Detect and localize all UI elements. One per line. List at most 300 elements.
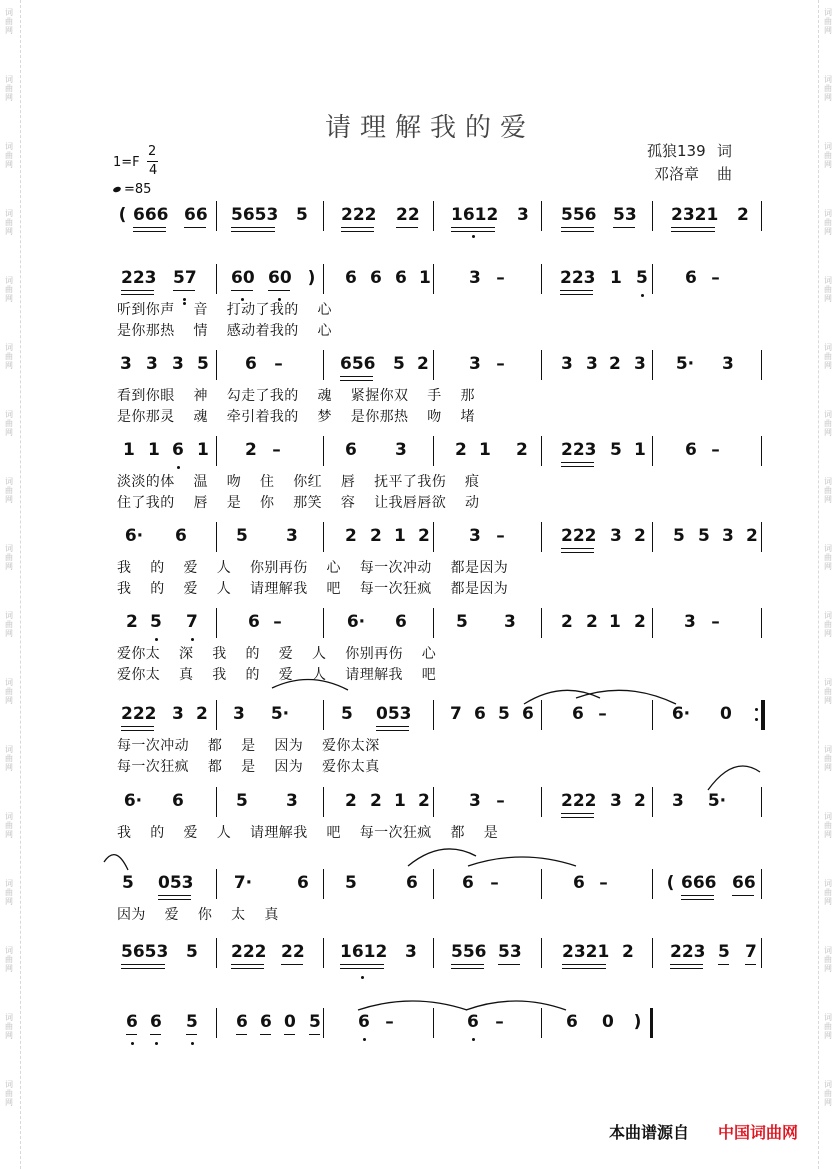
note-glyph: 6· — [124, 526, 144, 546]
note-glyph: 3 — [722, 526, 734, 546]
barline — [216, 700, 217, 730]
beam-underline — [158, 895, 191, 896]
side-watermark: 词 曲 网 — [5, 343, 13, 370]
barline — [652, 608, 653, 638]
note-glyph: 666 — [681, 873, 717, 893]
lyric-line: 是你那热 情 感动着我的 心 — [117, 323, 332, 339]
octave-dot-low — [183, 298, 186, 301]
beam-underline — [173, 290, 195, 291]
note-glyph: 3 — [469, 268, 481, 288]
note-glyph: 5 — [718, 942, 730, 962]
note-glyph: 6 — [474, 704, 486, 724]
note-glyph: 6 — [297, 873, 309, 893]
barline — [652, 264, 653, 294]
note-glyph: 6 — [685, 440, 697, 460]
note-glyph: 2 — [418, 526, 430, 546]
note-glyph: 5 — [673, 526, 685, 546]
side-watermark: 词 曲 网 — [5, 611, 13, 638]
repeat-dot — [755, 718, 758, 721]
note-glyph: 656 — [340, 354, 376, 374]
lyric-line: 看到你眼 神 勾走了我的 魂 紧握你双 手 那 — [117, 388, 475, 404]
note-glyph: – — [274, 354, 283, 374]
beam-underline — [231, 227, 275, 228]
note-glyph: 223 — [121, 268, 157, 288]
beam-underline — [186, 1034, 197, 1035]
side-watermark: 词 曲 网 — [5, 75, 13, 102]
barline — [433, 436, 434, 466]
note-glyph: 7 — [186, 612, 198, 632]
note-glyph: 22 — [396, 205, 420, 225]
note-glyph: 6 — [245, 354, 257, 374]
note-glyph: 2321 — [671, 205, 719, 225]
beam-underline — [309, 1034, 320, 1035]
side-watermark: 词 曲 网 — [824, 879, 832, 906]
note-glyph: 22 — [281, 942, 305, 962]
beam-underline — [236, 1034, 247, 1035]
side-watermark: 词 曲 网 — [5, 544, 13, 571]
note-glyph: 2 — [370, 791, 382, 811]
beam-underline — [376, 726, 409, 727]
side-watermark: 词 曲 网 — [5, 209, 13, 236]
note-glyph: 6 — [345, 268, 357, 288]
beam-underline — [745, 964, 756, 965]
note-glyph: 3 — [233, 704, 245, 724]
barline — [323, 938, 324, 968]
note-glyph: 1 — [148, 440, 160, 460]
note-glyph: 6 — [172, 791, 184, 811]
beam-underline — [561, 466, 594, 467]
barline — [652, 869, 653, 899]
side-watermark: 词 曲 网 — [5, 477, 13, 504]
side-watermark: 词 曲 网 — [5, 1080, 13, 1107]
note-glyph: 6 — [406, 873, 418, 893]
barline — [541, 1008, 542, 1038]
note-glyph: 6 — [573, 873, 585, 893]
lyric-line: 我 的 爱 人 请理解我 吧 每一次狂疯 都 是 — [117, 825, 499, 841]
barline — [323, 869, 324, 899]
beam-underline — [561, 462, 594, 463]
beam-underline — [376, 730, 409, 731]
octave-dot-low — [278, 298, 281, 301]
final-bar — [650, 1008, 653, 1038]
barline — [216, 264, 217, 294]
note-glyph: 3 — [286, 791, 298, 811]
side-watermark: 词 曲 网 — [824, 1080, 832, 1107]
note-glyph: 6 — [358, 1012, 370, 1032]
side-watermark: 词 曲 网 — [824, 343, 832, 370]
note-glyph: 2 — [417, 354, 429, 374]
side-watermark: 词 曲 网 — [824, 477, 832, 504]
barline — [216, 436, 217, 466]
note-glyph: 556 — [561, 205, 597, 225]
barline — [433, 264, 434, 294]
barline — [652, 201, 653, 231]
note-glyph: 2 — [586, 612, 598, 632]
note-glyph: 6· — [346, 612, 366, 632]
note-glyph: – — [495, 1012, 504, 1032]
note-glyph: 6 — [395, 612, 407, 632]
note-glyph: ( — [666, 873, 675, 893]
beam-underline — [121, 730, 154, 731]
beam-underline — [133, 231, 166, 232]
barline — [761, 608, 762, 638]
note-glyph: 6 — [172, 440, 184, 460]
note-glyph: 5· — [707, 791, 727, 811]
note-glyph: – — [599, 873, 608, 893]
note-glyph: 5 — [236, 791, 248, 811]
barline — [323, 436, 324, 466]
lyric-line: 淡淡的体 温 吻 住 你红 唇 抚平了我伤 痕 — [117, 474, 480, 490]
octave-dot-low — [155, 638, 158, 641]
lyric-line: 我 的 爱 人 请理解我 吧 每一次狂疯 都是因为 — [117, 581, 509, 597]
note-glyph: – — [496, 268, 505, 288]
beam-underline — [281, 964, 303, 965]
note-glyph: 223 — [561, 440, 597, 460]
note-glyph: 3 — [172, 354, 184, 374]
beam-underline — [340, 968, 384, 969]
note-glyph: 2 — [516, 440, 528, 460]
note-glyph: 5 — [698, 526, 710, 546]
barline — [433, 869, 434, 899]
side-watermark: 词 曲 网 — [5, 142, 13, 169]
note-glyph: 3 — [610, 526, 622, 546]
note-glyph: – — [496, 791, 505, 811]
beam-underline — [341, 231, 374, 232]
note-glyph: 6 — [236, 1012, 248, 1032]
beam-underline — [671, 227, 715, 228]
note-glyph: – — [272, 440, 281, 460]
side-watermark: 词 曲 网 — [824, 75, 832, 102]
note-glyph: 1 — [634, 440, 646, 460]
barline — [216, 787, 217, 817]
note-glyph: 1 — [123, 440, 135, 460]
slur-arc — [576, 690, 676, 704]
note-glyph: 5 — [309, 1012, 321, 1032]
barline — [761, 201, 762, 231]
beam-underline — [231, 964, 264, 965]
note-glyph: 3 — [172, 704, 184, 724]
note-glyph: – — [711, 268, 720, 288]
note-glyph: – — [385, 1012, 394, 1032]
beam-underline — [561, 817, 594, 818]
beam-underline — [681, 895, 714, 896]
slur-arc — [358, 1001, 467, 1010]
note-glyph: 0 — [284, 1012, 296, 1032]
beam-underline — [562, 964, 606, 965]
beam-underline — [121, 964, 165, 965]
note-glyph: 053 — [376, 704, 412, 724]
beam-underline — [718, 964, 729, 965]
octave-dot-low — [191, 638, 194, 641]
beam-underline — [340, 380, 373, 381]
note-glyph: 5 — [150, 612, 162, 632]
note-glyph: – — [273, 612, 282, 632]
note-glyph: 0 — [602, 1012, 614, 1032]
octave-dot-low — [155, 1042, 158, 1045]
barline — [652, 700, 653, 730]
barline — [216, 869, 217, 899]
note-glyph: 556 — [451, 942, 487, 962]
lyric-tag: 词 — [717, 142, 733, 160]
note-glyph: ) — [307, 268, 316, 288]
barline — [761, 938, 762, 968]
note-glyph: 222 — [561, 526, 597, 546]
side-watermark: 词 曲 网 — [824, 812, 832, 839]
beam-underline — [681, 899, 714, 900]
side-watermark: 词 曲 网 — [824, 611, 832, 638]
side-watermark: 词 曲 网 — [5, 946, 13, 973]
barline — [323, 700, 324, 730]
note-glyph: 1 — [394, 791, 406, 811]
note-glyph: – — [496, 354, 505, 374]
note-glyph: 66 — [732, 873, 756, 893]
note-glyph: 5 — [341, 704, 353, 724]
note-glyph: 1 — [394, 526, 406, 546]
note-glyph: 3 — [722, 354, 734, 374]
note-glyph: 5 — [236, 526, 248, 546]
note-glyph: 3 — [469, 526, 481, 546]
side-watermark: 词 曲 网 — [824, 745, 832, 772]
side-watermark: 词 曲 网 — [824, 142, 832, 169]
note-glyph: 1 — [419, 268, 431, 288]
footer-site-link[interactable]: 中国词曲网 — [718, 1123, 799, 1142]
side-watermark: 词 曲 网 — [5, 8, 13, 35]
beam-underline — [121, 294, 154, 295]
note-glyph: 2 — [737, 205, 749, 225]
beam-underline — [126, 1034, 137, 1035]
side-watermark: 词 曲 网 — [5, 678, 13, 705]
side-watermark: 词 曲 网 — [824, 276, 832, 303]
note-glyph: 6 — [395, 268, 407, 288]
barline — [323, 522, 324, 552]
beam-underline — [184, 227, 206, 228]
note-glyph: 53 — [613, 205, 637, 225]
barline — [216, 1008, 217, 1038]
beam-underline — [561, 231, 594, 232]
note-glyph: 2 — [370, 526, 382, 546]
beam-underline — [268, 290, 290, 291]
note-glyph: 223 — [560, 268, 596, 288]
barline — [433, 201, 434, 231]
note-glyph: 3 — [561, 354, 573, 374]
side-watermark: 词 曲 网 — [5, 410, 13, 437]
barline — [541, 787, 542, 817]
slur-arc — [468, 857, 576, 866]
composer-name: 邓洛章 — [654, 165, 700, 183]
note-glyph: 5653 — [231, 205, 279, 225]
beam-underline — [340, 964, 384, 965]
beam-underline — [121, 726, 154, 727]
note-glyph: 3 — [504, 612, 516, 632]
note-glyph: 5 — [498, 704, 510, 724]
lyric-line: 我 的 爱 人 你别再伤 心 每一次冲动 都是因为 — [117, 560, 509, 576]
barline — [761, 522, 762, 552]
side-watermark: 词 曲 网 — [5, 812, 13, 839]
barline — [216, 938, 217, 968]
note-glyph: 2 — [634, 791, 646, 811]
note-glyph: 5 — [186, 1012, 198, 1032]
barline — [216, 608, 217, 638]
note-glyph: 3 — [610, 791, 622, 811]
lyric-line: 每一次狂疯 都 是 因为 爱你太真 — [117, 759, 380, 775]
note-glyph: 53 — [498, 942, 522, 962]
note-glyph: 5 — [122, 873, 134, 893]
barline — [761, 787, 762, 817]
lyric-line: 住了我的 唇 是 你 那笑 容 让我唇唇欲 动 — [117, 495, 480, 511]
note-glyph: 2 — [196, 704, 208, 724]
beam-underline — [671, 231, 715, 232]
side-watermark: 词 曲 网 — [824, 1013, 832, 1040]
note-glyph: 6 — [462, 873, 474, 893]
note-glyph: 5 — [393, 354, 405, 374]
note-glyph: 7 — [450, 704, 462, 724]
lyric-line: 每一次冲动 都 是 因为 爱你太深 — [117, 738, 380, 754]
barline — [323, 350, 324, 380]
beam-underline — [341, 227, 374, 228]
barline — [652, 436, 653, 466]
note-glyph: 222 — [231, 942, 267, 962]
note-glyph: 1612 — [451, 205, 499, 225]
barline — [761, 350, 762, 380]
note-glyph: ) — [633, 1012, 642, 1032]
note-glyph: 66 — [184, 205, 208, 225]
beam-underline — [670, 964, 703, 965]
barline — [541, 938, 542, 968]
note-glyph: 0 — [720, 704, 732, 724]
note-glyph: 3 — [286, 526, 298, 546]
beam-underline — [560, 290, 593, 291]
note-glyph: 2321 — [562, 942, 610, 962]
barline — [541, 264, 542, 294]
barline — [541, 700, 542, 730]
barline — [541, 522, 542, 552]
note-glyph: 3 — [120, 354, 132, 374]
note-glyph: 3 — [684, 612, 696, 632]
note-glyph: 5· — [675, 354, 695, 374]
beam-underline — [158, 899, 191, 900]
key-signature: 1=F — [113, 155, 140, 170]
barline — [652, 787, 653, 817]
note-glyph: 2 — [746, 526, 758, 546]
note-glyph: – — [598, 704, 607, 724]
octave-dot-low — [641, 294, 644, 297]
beam-underline — [498, 964, 520, 965]
beam-underline — [231, 290, 253, 291]
note-glyph: 5 — [456, 612, 468, 632]
lyric-line: 因为 爱 你 太 真 — [117, 907, 279, 923]
beam-underline — [231, 968, 264, 969]
note-glyph: 5 — [636, 268, 648, 288]
barline — [216, 522, 217, 552]
barline — [541, 608, 542, 638]
note-glyph: 5 — [345, 873, 357, 893]
note-glyph: 666 — [133, 205, 169, 225]
note-glyph: – — [711, 612, 720, 632]
side-watermark: 词 曲 网 — [824, 946, 832, 973]
note-glyph: 222 — [121, 704, 157, 724]
side-watermark: 词 曲 网 — [5, 879, 13, 906]
note-glyph: 6 — [260, 1012, 272, 1032]
lyric-line: 是你那灵 魂 牵引着我的 梦 是你那热 吻 堵 — [117, 409, 475, 425]
beam-underline — [451, 964, 484, 965]
note-glyph: 2 — [345, 791, 357, 811]
note-glyph: 5653 — [121, 942, 169, 962]
beam-underline — [121, 968, 165, 969]
beam-underline — [561, 552, 594, 553]
lyric-line: 爱你太 真 我 的 爱 人 请理解我 吧 — [117, 667, 437, 683]
beam-underline — [121, 290, 154, 291]
side-watermark: 词 曲 网 — [824, 410, 832, 437]
note-glyph: 2 — [126, 612, 138, 632]
note-glyph: ( — [118, 205, 127, 225]
note-glyph: 6 — [566, 1012, 578, 1032]
barline — [541, 436, 542, 466]
beam-underline — [560, 294, 593, 295]
octave-dot-low — [131, 1042, 134, 1045]
note-glyph: 1 — [610, 268, 622, 288]
note-glyph: 6 — [345, 440, 357, 460]
barline — [652, 522, 653, 552]
song-title: 请理解我的爱 — [324, 113, 535, 143]
slur-arc — [104, 855, 128, 870]
beam-underline — [613, 227, 635, 228]
side-watermark: 词 曲 网 — [824, 544, 832, 571]
octave-dot-low — [472, 1038, 475, 1041]
note-glyph: 6 — [248, 612, 260, 632]
note-glyph: 3 — [146, 354, 158, 374]
note-glyph: 5 — [197, 354, 209, 374]
lyricist-name: 孤狼139 — [647, 142, 706, 160]
slur-arc — [466, 1001, 566, 1010]
note-glyph: – — [711, 440, 720, 460]
octave-dot-low — [241, 298, 244, 301]
octave-dot-low — [361, 976, 364, 979]
note-glyph: 2 — [418, 791, 430, 811]
barline — [433, 938, 434, 968]
side-watermark: 词 曲 网 — [5, 1013, 13, 1040]
beam-underline — [340, 376, 373, 377]
note-glyph: 6 — [126, 1012, 138, 1032]
beam-underline — [133, 227, 166, 228]
tempo-value: =85 — [124, 182, 152, 197]
note-glyph: 1 — [197, 440, 209, 460]
note-glyph: 5 — [186, 942, 198, 962]
note-glyph: 3 — [395, 440, 407, 460]
note-glyph: – — [496, 526, 505, 546]
beam-underline — [670, 968, 703, 969]
beam-underline — [396, 227, 418, 228]
note-glyph: 6· — [123, 791, 143, 811]
note-glyph: 222 — [341, 205, 377, 225]
side-watermark: 词 曲 网 — [824, 8, 832, 35]
note-glyph: 223 — [670, 942, 706, 962]
note-glyph: 57 — [173, 268, 197, 288]
note-glyph: 6 — [370, 268, 382, 288]
note-glyph: 3 — [586, 354, 598, 374]
note-glyph: 2 — [609, 354, 621, 374]
barline — [541, 869, 542, 899]
note-glyph: 2 — [561, 612, 573, 632]
barline — [761, 436, 762, 466]
beam-underline — [732, 895, 754, 896]
beam-underline — [562, 968, 606, 969]
barline — [433, 700, 434, 730]
barline — [541, 350, 542, 380]
note-glyph: 2 — [634, 612, 646, 632]
note-glyph: 1 — [479, 440, 491, 460]
note-glyph: 2 — [345, 526, 357, 546]
barline — [433, 787, 434, 817]
